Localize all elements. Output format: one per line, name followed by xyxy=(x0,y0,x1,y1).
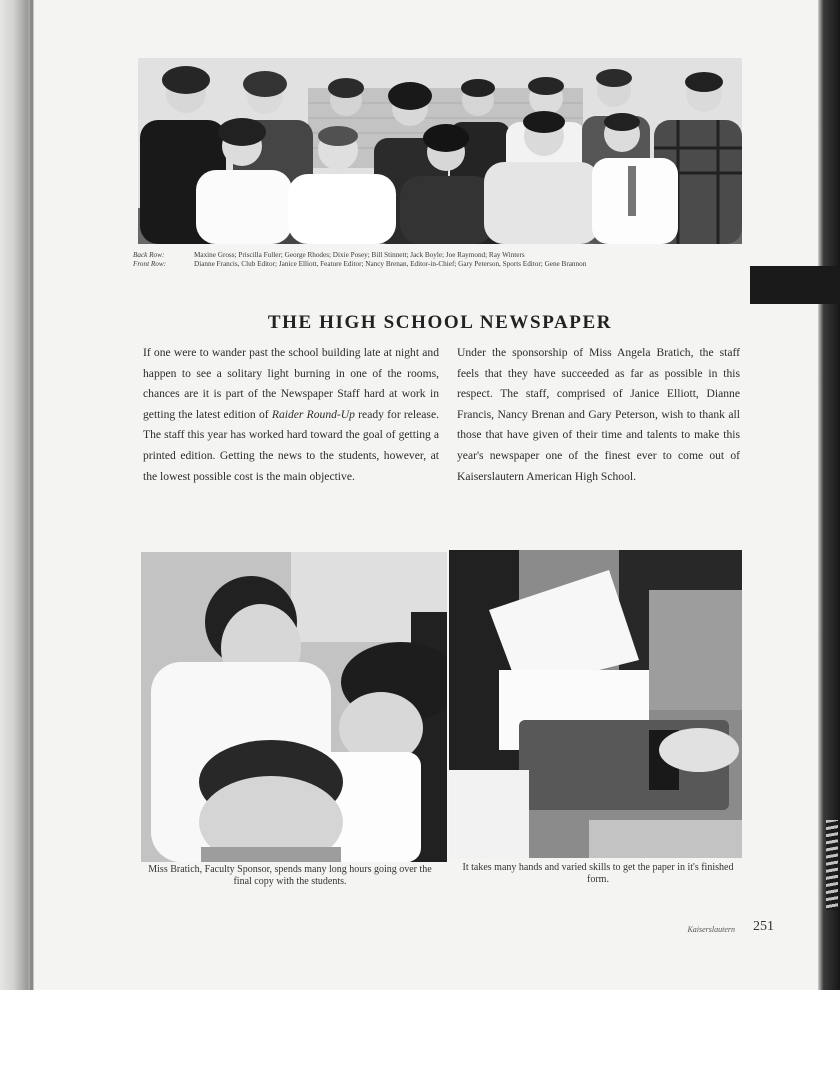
front-row-label: Front Row: xyxy=(133,260,167,268)
paper-title: Raider Round-Up xyxy=(271,407,355,421)
front-row-caption xyxy=(133,260,743,269)
article-paragraph-left xyxy=(143,343,439,487)
page-edge-tab xyxy=(750,266,840,304)
page-headline: THE HIGH SCHOOL NEWSPAPER xyxy=(267,312,613,333)
sponsor-photo xyxy=(141,552,447,862)
book-binding-shadow xyxy=(0,0,34,990)
sponsor-photo-caption: Miss Bratich, Faculty Sponsor, spends many long hours going over the final copy with the students. xyxy=(148,864,432,887)
folio-school-name: Kaiserslautern xyxy=(687,925,735,934)
staff-group-photo xyxy=(138,58,742,244)
typing-photo-caption: It takes many hands and varied skills to get the paper in it's finished form. xyxy=(462,862,734,885)
edge-marking xyxy=(826,820,838,910)
article-column-right xyxy=(457,343,740,487)
back-row-names: Maxine Gross; Priscilla Fuller; George Rhodes; Dixie Posey; Bill Stinnett; Jack Boyle; Joe Raymond; Ray Winters xyxy=(194,251,525,259)
group-photo-caption xyxy=(133,251,743,269)
back-row-label: Back Row: xyxy=(133,251,165,259)
article-left-rest: ready for release. The staff this year has worked hard toward the goal of getting a printed edition. Getting the news to the students, however, at the lowest possible cost is the main objective. xyxy=(143,407,439,483)
scan-margin xyxy=(0,990,840,1087)
article-paragraph-right: Under the sponsorship of Miss Angela Bratich, the staff feels that they have succeeded as far as possible in this respect. The staff, comprised of Janice Elliott, Dianne Francis, Nancy Brenan and Gary Peterson, wish to thank all those that have given of their time and talents to make this year's newspaper one of the finest ever to come out of Kaiserslautern American High School. xyxy=(457,346,740,483)
article-column-left xyxy=(143,343,439,487)
page-number: 251 xyxy=(753,919,774,934)
typing-photo xyxy=(449,550,742,858)
binding-crease xyxy=(30,0,33,990)
front-row-names: Dianne Francis, Club Editor; Janice Elliott, Feature Editor; Nancy Brenan, Editor-in-Chief; Gary Peterson, Sports Editor; Gene Brannon xyxy=(194,260,587,268)
back-row-caption xyxy=(133,251,743,260)
article-left-intro: If one were to wander past the school building late at night and happen to see a solitary light burning in one of the rooms, chances are it is part of the Newspaper Staff hard at work in getting the latest edition of xyxy=(143,346,439,421)
